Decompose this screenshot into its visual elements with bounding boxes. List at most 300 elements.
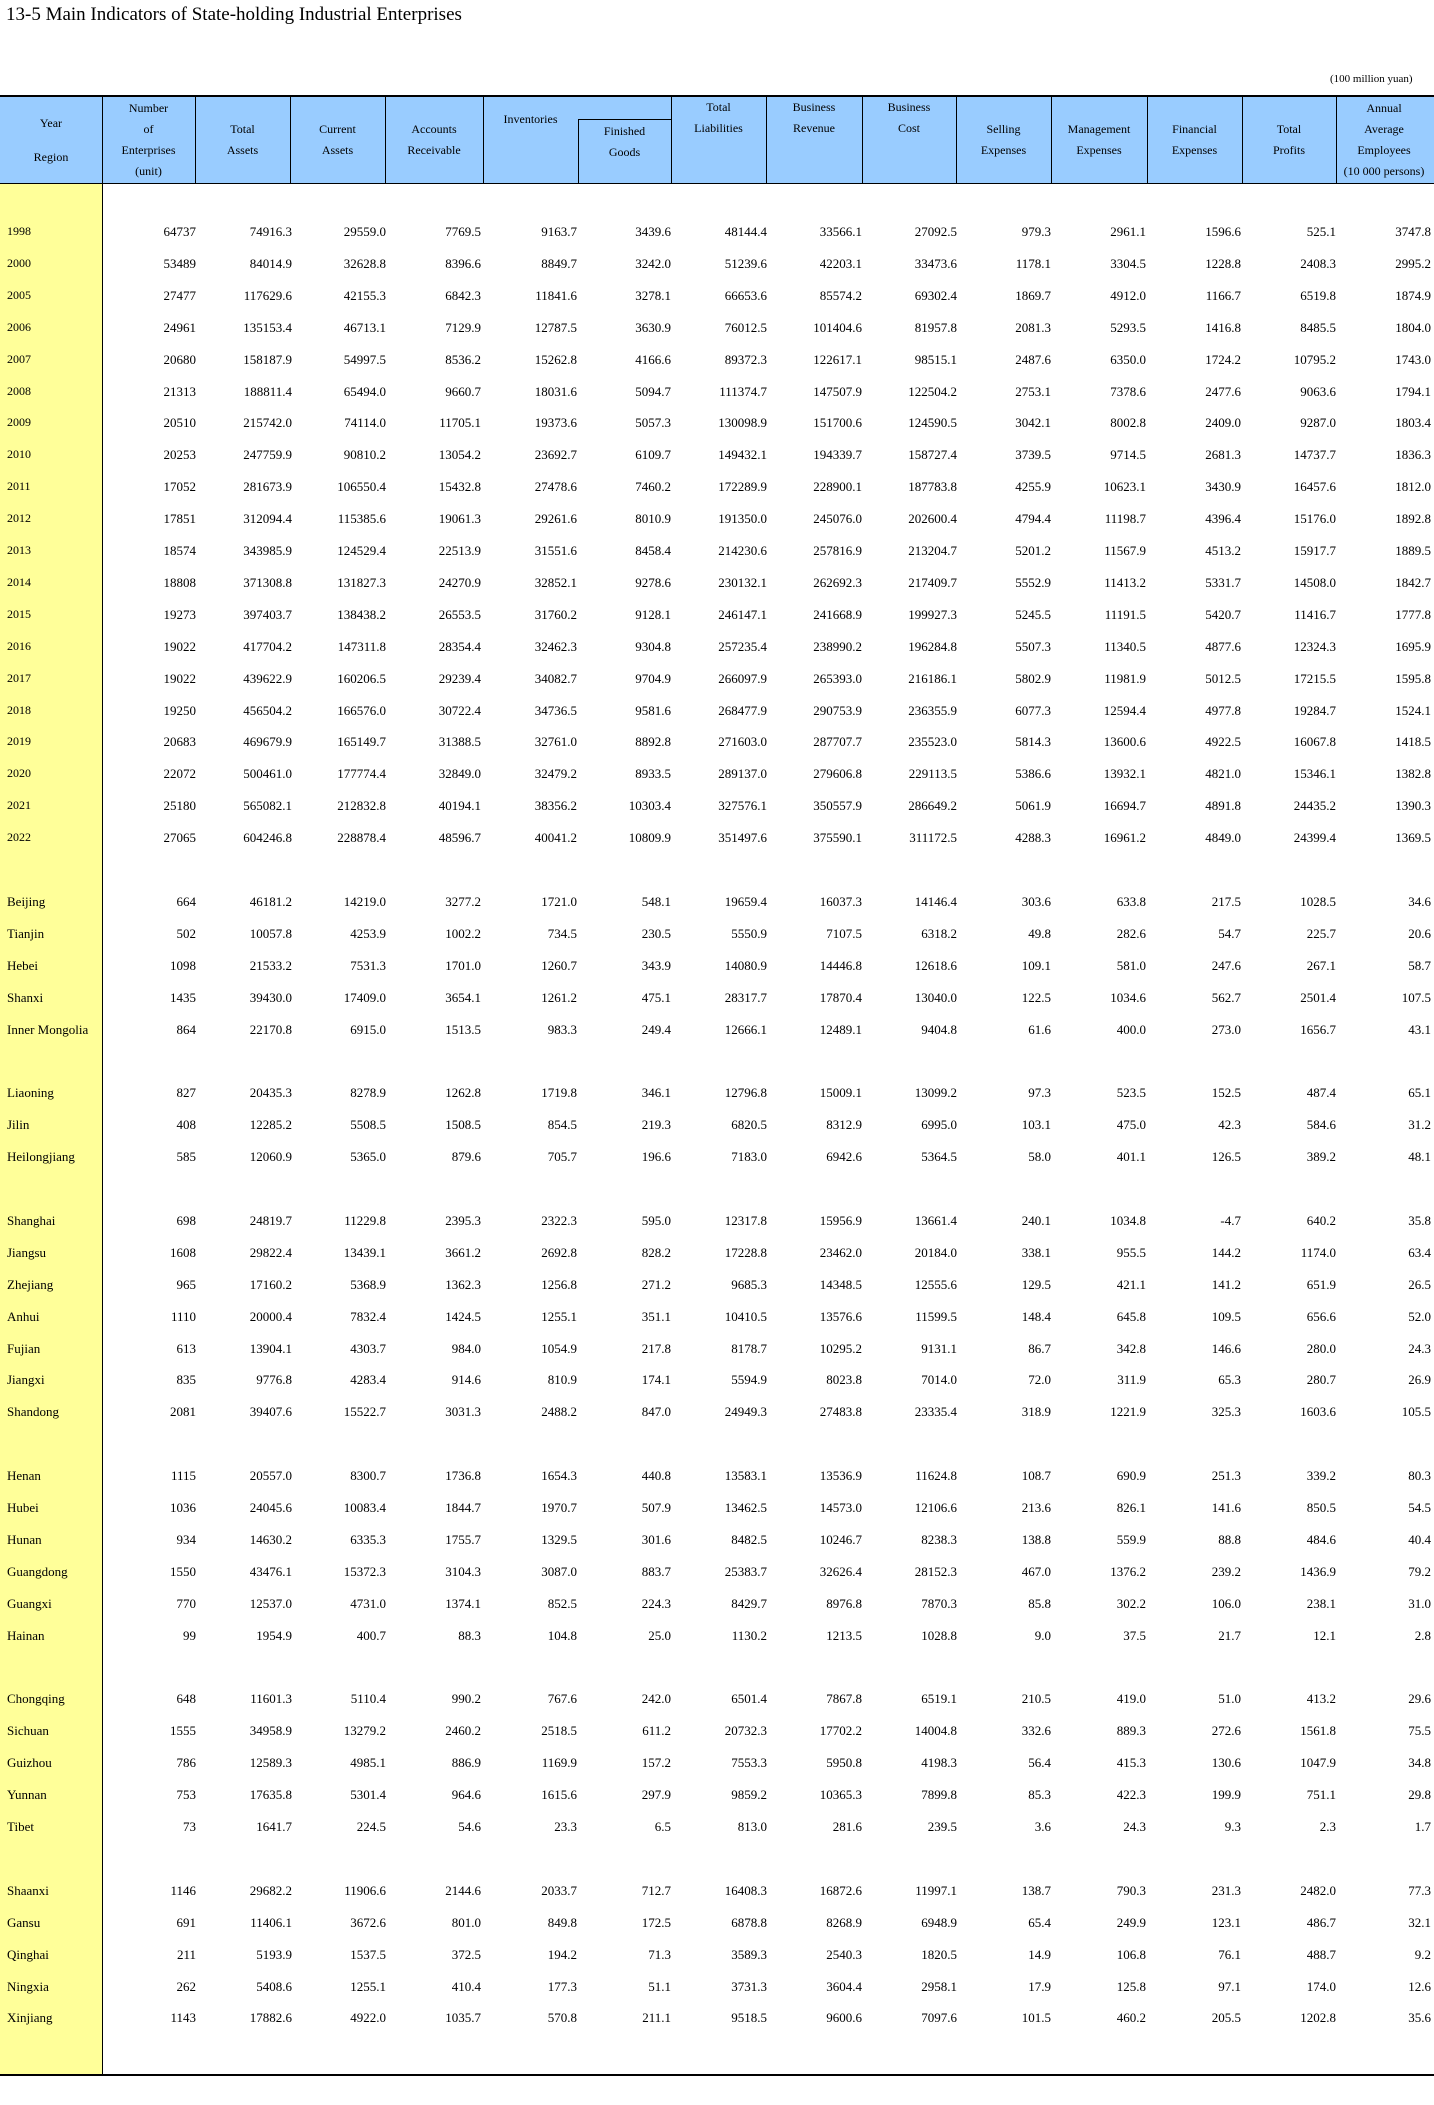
column-header-line: Financial	[1172, 121, 1217, 136]
cell-finished-goods: 9304.8	[635, 638, 671, 654]
cell-total-assets: 1641.7	[256, 1819, 292, 1834]
cell-business-cost: 216186.1	[908, 670, 957, 686]
cell-enterprises: 53489	[163, 255, 196, 271]
cell-selling-expenses: 9.0	[1034, 1627, 1051, 1643]
cell-management-expenses: 11191.5	[1104, 606, 1146, 622]
cell-inventories: 12787.5	[534, 319, 577, 335]
cell-total-assets: 215742.0	[243, 415, 292, 431]
cell-total-assets: 12060.9	[249, 1149, 292, 1165]
cell-selling-expenses: 138.8	[1021, 1531, 1051, 1547]
region-row	[0, 1971, 1434, 2003]
cell-business-revenue: 241668.9	[813, 606, 862, 622]
cell-employees: 1418.5	[1395, 734, 1431, 750]
region-row	[0, 1524, 1434, 1556]
cell-financial-expenses: 2681.3	[1205, 447, 1241, 463]
cell-finished-goods: 3278.1	[635, 287, 671, 303]
cell-finished-goods: 7460.2	[635, 479, 671, 495]
column-header-text	[1068, 119, 1131, 161]
cell-finished-goods: 8892.8	[635, 734, 671, 750]
cell-business-cost: 9131.1	[921, 1340, 957, 1356]
cell-total-profits: 9287.0	[1300, 415, 1336, 431]
cell-total-assets: 117629.6	[243, 287, 292, 303]
cell-inventories: 23.3	[554, 1819, 577, 1834]
cell-enterprises: 1098	[170, 957, 196, 973]
cell-total-profits: 12324.3	[1293, 638, 1336, 654]
cell-accounts-receivable: 28354.4	[438, 638, 481, 654]
cell-management-expenses: 523.5	[1116, 1085, 1146, 1101]
cell-financial-expenses: 272.6	[1211, 1723, 1241, 1739]
cell-inventories: 854.5	[547, 1117, 577, 1133]
cell-total-liabilities: 12317.8	[724, 1212, 767, 1228]
header-column-divider	[1051, 95, 1052, 184]
cell-management-expenses: 37.5	[1123, 1627, 1146, 1643]
cell-business-cost: 1028.8	[921, 1627, 957, 1643]
cell-current-assets: 115385.6	[337, 511, 386, 527]
cell-inventories: 18031.6	[534, 383, 577, 399]
cell-business-revenue: 15009.1	[819, 1085, 862, 1101]
region-label: Shanghai	[7, 1212, 56, 1228]
cell-total-assets: 24819.7	[249, 1212, 292, 1228]
cell-enterprises: 753	[176, 1787, 196, 1803]
region-row	[0, 1333, 1434, 1365]
cell-management-expenses: 790.3	[1116, 1882, 1146, 1898]
cell-accounts-receivable: 1002.2	[445, 925, 481, 941]
cell-enterprises: 2081	[170, 1404, 196, 1420]
cell-current-assets: 8278.9	[350, 1085, 386, 1101]
cell-financial-expenses: 54.7	[1218, 925, 1241, 941]
cell-financial-expenses: 4977.8	[1205, 702, 1241, 718]
cell-finished-goods: 4166.6	[635, 351, 671, 367]
cell-accounts-receivable: 3654.1	[445, 989, 481, 1005]
column-header-text	[504, 95, 558, 130]
cell-business-cost: 5364.5	[921, 1149, 957, 1165]
region-label: Guangdong	[7, 1563, 68, 1579]
cell-accounts-receivable: 3661.2	[445, 1244, 481, 1260]
cell-current-assets: 5110.4	[350, 1691, 386, 1707]
cell-management-expenses: 282.6	[1116, 925, 1146, 941]
cell-business-cost: 311172.5	[909, 830, 957, 846]
column-header-line: (10 000 persons)	[1343, 163, 1425, 178]
cell-employees: 1524.1	[1395, 702, 1431, 718]
cell-total-assets: 1954.9	[256, 1627, 292, 1643]
cell-business-cost: 235523.0	[908, 734, 957, 750]
region-label: Tibet	[7, 1819, 34, 1834]
cell-total-profits: 584.6	[1306, 1117, 1336, 1133]
cell-total-liabilities: 28317.7	[724, 989, 767, 1005]
cell-business-cost: 23335.4	[914, 1404, 957, 1420]
cell-total-assets: 281673.9	[243, 479, 292, 495]
cell-management-expenses: 11567.9	[1104, 543, 1146, 558]
cell-total-profits: 651.9	[1306, 1276, 1336, 1292]
cell-accounts-receivable: 48596.7	[438, 830, 481, 846]
cell-financial-expenses: 5420.7	[1205, 606, 1241, 622]
cell-finished-goods: 343.9	[641, 957, 671, 973]
year-label: 2006	[7, 319, 31, 334]
cell-management-expenses: 419.0	[1116, 1691, 1146, 1707]
cell-business-revenue: 101404.6	[813, 319, 862, 335]
cell-business-revenue: 10365.3	[819, 1787, 862, 1803]
cell-total-assets: 5408.6	[256, 1978, 292, 1994]
cell-business-cost: 20184.0	[914, 1244, 957, 1260]
cell-inventories: 11841.6	[535, 287, 577, 303]
cell-finished-goods: 301.6	[641, 1531, 671, 1547]
region-row	[0, 1492, 1434, 1524]
cell-selling-expenses: 148.4	[1021, 1308, 1051, 1324]
cell-total-assets: 397403.7	[243, 606, 292, 622]
cell-total-liabilities: 7553.3	[731, 1755, 767, 1771]
cell-total-liabilities: 8429.7	[731, 1595, 767, 1611]
region-label: Shaanxi	[7, 1882, 49, 1898]
cell-finished-goods: 174.1	[641, 1372, 671, 1388]
cell-inventories: 31551.6	[534, 543, 577, 558]
cell-employees: 107.5	[1401, 989, 1431, 1005]
cell-employees: 3747.8	[1395, 224, 1431, 239]
cell-accounts-receivable: 6842.3	[445, 287, 481, 303]
year-row	[0, 567, 1434, 599]
region-row	[0, 2002, 1434, 2034]
cell-total-profits: 656.6	[1306, 1308, 1336, 1324]
cell-business-cost: 12555.6	[914, 1276, 957, 1292]
cell-current-assets: 29559.0	[343, 224, 386, 239]
region-row	[0, 1014, 1434, 1046]
cell-accounts-receivable: 13054.2	[438, 447, 481, 463]
column-header-line: Profits	[1272, 142, 1305, 157]
cell-total-liabilities: 172289.9	[718, 479, 767, 495]
cell-business-cost: 7014.0	[921, 1372, 957, 1388]
cell-employees: 1.7	[1414, 1819, 1431, 1834]
cell-total-assets: 565082.1	[243, 798, 292, 814]
cell-inventories: 34736.5	[534, 702, 577, 718]
cell-enterprises: 691	[176, 1914, 196, 1930]
cell-current-assets: 46713.1	[343, 319, 386, 335]
header-column-divider	[1147, 95, 1148, 184]
cell-management-expenses: 4912.0	[1110, 287, 1146, 303]
cell-total-assets: 604246.8	[243, 830, 292, 846]
cell-selling-expenses: 129.5	[1021, 1276, 1051, 1292]
cell-total-profits: 15176.0	[1293, 511, 1336, 527]
cell-accounts-receivable: 1508.5	[445, 1117, 481, 1133]
column-header-line: Finished	[603, 124, 646, 138]
region-label: Chongqing	[7, 1691, 65, 1707]
region-label: Henan	[7, 1468, 41, 1484]
cell-inventories: 8849.7	[541, 255, 577, 271]
cell-total-liabilities: 16408.3	[724, 1882, 767, 1898]
cell-selling-expenses: 5802.9	[1015, 670, 1051, 686]
year-label: 2009	[7, 415, 31, 430]
cell-current-assets: 212832.8	[337, 798, 386, 814]
cell-inventories: 2488.2	[541, 1404, 577, 1420]
column-header-management-expenses	[1051, 95, 1147, 184]
cell-business-cost: 236355.9	[908, 702, 957, 718]
column-header-text	[227, 119, 258, 161]
cell-accounts-receivable: 88.3	[458, 1627, 481, 1643]
cell-employees: 1382.8	[1395, 766, 1431, 782]
cell-total-profits: 6519.8	[1300, 287, 1336, 303]
cell-total-liabilities: 327576.1	[718, 798, 767, 814]
cell-total-assets: 39407.6	[249, 1404, 292, 1420]
column-header-total-assets	[195, 95, 290, 184]
cell-business-revenue: 245076.0	[813, 511, 862, 527]
cell-total-assets: 11406.1	[250, 1914, 292, 1930]
cell-enterprises: 1110	[170, 1308, 196, 1324]
cell-enterprises: 965	[176, 1276, 196, 1292]
cell-total-liabilities: 813.0	[737, 1819, 767, 1834]
cell-accounts-receivable: 1513.5	[445, 1021, 481, 1037]
cell-financial-expenses: 1416.8	[1205, 319, 1241, 335]
cell-financial-expenses: 5331.7	[1205, 574, 1241, 590]
cell-total-assets: 11601.3	[250, 1691, 292, 1707]
cell-selling-expenses: 61.6	[1028, 1021, 1051, 1037]
cell-total-liabilities: 266097.9	[718, 670, 767, 686]
cell-selling-expenses: 467.0	[1021, 1563, 1051, 1579]
cell-current-assets: 160206.5	[337, 670, 386, 686]
cell-business-revenue: 375590.1	[813, 830, 862, 846]
cell-business-cost: 11624.8	[915, 1468, 957, 1484]
cell-total-assets: 469679.9	[243, 734, 292, 750]
year-row	[0, 471, 1434, 503]
year-row	[0, 439, 1434, 471]
column-header-text	[694, 95, 743, 139]
column-header-line: Management	[1067, 121, 1131, 136]
region-label: Guizhou	[7, 1755, 52, 1771]
column-header-text	[888, 95, 931, 139]
cell-business-revenue: 27483.8	[819, 1404, 862, 1420]
cell-selling-expenses: 4794.4	[1015, 511, 1051, 527]
cell-management-expenses: 24.3	[1123, 1819, 1146, 1834]
cell-business-revenue: 6942.6	[826, 1149, 862, 1165]
cell-finished-goods: 3630.9	[635, 319, 671, 335]
cell-finished-goods: 219.3	[641, 1117, 671, 1133]
cell-accounts-receivable: 879.6	[451, 1149, 481, 1165]
cell-total-assets: 12589.3	[249, 1755, 292, 1771]
cell-total-liabilities: 7183.0	[731, 1149, 767, 1165]
cell-total-profits: 10795.2	[1293, 351, 1336, 367]
cell-management-expenses: 11340.5	[1104, 638, 1146, 654]
cell-management-expenses: 311.9	[1117, 1372, 1146, 1388]
column-header-line: Expenses	[1171, 142, 1218, 157]
cell-business-revenue: 16872.6	[819, 1882, 862, 1898]
cell-total-assets: 84014.9	[249, 255, 292, 271]
cell-business-cost: 12618.6	[914, 957, 957, 973]
cell-accounts-receivable: 1262.8	[445, 1085, 481, 1101]
cell-inventories: 1719.8	[541, 1085, 577, 1101]
cell-business-cost: 158727.4	[908, 447, 957, 463]
cell-inventories: 3087.0	[541, 1563, 577, 1579]
year-label: 2011	[7, 479, 31, 494]
cell-total-profits: 1603.6	[1300, 1404, 1336, 1420]
column-header-financial-expenses	[1147, 95, 1242, 184]
cell-business-revenue: 8976.8	[826, 1595, 862, 1611]
header-column-divider	[671, 95, 672, 184]
cell-accounts-receivable: 32849.0	[438, 766, 481, 782]
column-header-line: Average	[1364, 121, 1404, 136]
cell-enterprises: 19022	[163, 638, 196, 654]
cell-total-assets: 17882.6	[249, 2010, 292, 2026]
bottom-rule	[0, 2074, 1434, 2076]
column-header-text	[1172, 119, 1217, 161]
cell-employees: 1695.9	[1395, 638, 1431, 654]
cell-accounts-receivable: 40194.1	[438, 798, 481, 814]
cell-business-revenue: 151700.6	[813, 415, 862, 431]
cell-employees: 26.5	[1408, 1276, 1431, 1292]
cell-total-profits: 486.7	[1306, 1914, 1336, 1930]
cell-enterprises: 1435	[170, 989, 196, 1005]
cell-total-profits: 24399.4	[1293, 830, 1336, 846]
cell-business-revenue: 12489.1	[819, 1021, 862, 1037]
cell-finished-goods: 6109.7	[635, 447, 671, 463]
cell-employees: 1595.8	[1395, 670, 1431, 686]
cell-current-assets: 3672.6	[350, 1914, 386, 1930]
cell-business-cost: 122504.2	[908, 383, 957, 399]
cell-total-liabilities: 6878.8	[731, 1914, 767, 1930]
cell-management-expenses: 16694.7	[1103, 798, 1146, 814]
cell-enterprises: 19250	[163, 702, 196, 718]
cell-financial-expenses: 4396.4	[1205, 511, 1241, 527]
cell-financial-expenses: 42.3	[1218, 1117, 1241, 1133]
cell-finished-goods: 5094.7	[635, 383, 671, 399]
cell-accounts-receivable: 984.0	[451, 1340, 481, 1356]
cell-finished-goods: 224.3	[641, 1595, 671, 1611]
column-header-line: Expenses	[1076, 142, 1122, 157]
cell-selling-expenses: 1178.1	[1015, 255, 1051, 271]
region-row	[0, 1779, 1434, 1811]
cell-enterprises: 64737	[163, 224, 196, 239]
region-label: Anhui	[7, 1308, 40, 1324]
cell-employees: 12.6	[1408, 1978, 1431, 1994]
cell-selling-expenses: 318.9	[1021, 1404, 1051, 1420]
cell-enterprises: 698	[176, 1212, 196, 1228]
cell-total-assets: 439622.9	[243, 670, 292, 686]
cell-inventories: 23692.7	[534, 447, 577, 463]
cell-business-cost: 7870.3	[921, 1595, 957, 1611]
cell-current-assets: 1537.5	[350, 1946, 386, 1962]
cell-inventories: 9163.7	[541, 224, 577, 239]
cell-inventories: 104.8	[547, 1627, 577, 1643]
cell-total-profits: 238.1	[1306, 1595, 1336, 1611]
cell-business-cost: 1820.5	[921, 1946, 957, 1962]
cell-current-assets: 1255.1	[350, 1978, 386, 1994]
cell-financial-expenses: -4.7	[1220, 1212, 1241, 1228]
cell-total-profits: 488.7	[1306, 1946, 1336, 1962]
region-label: Xinjiang	[7, 2010, 53, 2026]
cell-finished-goods: 9128.1	[635, 606, 671, 622]
region-row	[0, 1364, 1434, 1396]
cell-inventories: 32761.0	[534, 734, 577, 750]
column-header-line: Assets	[321, 142, 354, 157]
cell-accounts-receivable: 26553.5	[438, 606, 481, 622]
cell-total-profits: 2501.4	[1300, 989, 1336, 1005]
cell-selling-expenses: 2753.1	[1015, 383, 1051, 399]
column-header-line: Total	[230, 121, 255, 136]
cell-accounts-receivable: 30722.4	[438, 702, 481, 718]
cell-enterprises: 786	[176, 1755, 196, 1771]
cell-total-liabilities: 17228.8	[724, 1244, 767, 1260]
cell-finished-goods: 9704.9	[635, 670, 671, 686]
cell-total-profits: 2.3	[1319, 1819, 1336, 1834]
year-row	[0, 376, 1434, 408]
cell-business-cost: 13099.2	[914, 1085, 957, 1101]
cell-enterprises: 585	[176, 1149, 196, 1165]
column-header-enterprises	[102, 95, 195, 184]
cell-employees: 43.1	[1408, 1021, 1431, 1037]
cell-business-revenue: 8268.9	[826, 1914, 862, 1930]
cell-financial-expenses: 251.3	[1211, 1468, 1241, 1484]
column-header-line: Employees	[1357, 142, 1411, 157]
cell-total-liabilities: 130098.9	[718, 415, 767, 431]
cell-enterprises: 770	[176, 1595, 196, 1611]
cell-employees: 65.1	[1408, 1085, 1431, 1101]
cell-total-profits: 9063.6	[1300, 383, 1336, 399]
cell-total-liabilities: 13462.5	[724, 1500, 767, 1515]
region-row	[0, 1747, 1434, 1779]
column-header-line: Business	[792, 100, 836, 114]
cell-enterprises: 27477	[163, 287, 196, 303]
cell-financial-expenses: 109.5	[1211, 1308, 1241, 1324]
cell-total-profits: 12.1	[1313, 1627, 1336, 1643]
cell-enterprises: 1555	[170, 1723, 196, 1739]
cell-selling-expenses: 58.0	[1028, 1149, 1051, 1165]
cell-enterprises: 25180	[163, 798, 196, 814]
cell-management-expenses: 889.3	[1116, 1723, 1146, 1739]
cell-current-assets: 131827.3	[337, 574, 386, 590]
cell-employees: 54.5	[1408, 1500, 1431, 1515]
cell-total-liabilities: 6820.5	[731, 1117, 767, 1133]
cell-enterprises: 19022	[163, 670, 196, 686]
region-label: Gansu	[7, 1914, 41, 1930]
cell-selling-expenses: 103.1	[1021, 1117, 1051, 1133]
cell-employees: 26.9	[1408, 1372, 1431, 1388]
column-header-text	[122, 98, 176, 182]
cell-accounts-receivable: 9660.7	[445, 383, 481, 399]
cell-employees: 2.8	[1414, 1627, 1431, 1643]
cell-total-assets: 29682.2	[249, 1882, 292, 1898]
region-label: Yunnan	[7, 1787, 47, 1803]
cell-enterprises: 73	[183, 1819, 196, 1834]
cell-finished-goods: 10303.4	[628, 798, 671, 814]
cell-employees: 24.3	[1408, 1340, 1431, 1356]
cell-management-expenses: 1221.9	[1110, 1404, 1146, 1420]
cell-finished-goods: 71.3	[648, 1946, 671, 1962]
region-row	[0, 1109, 1434, 1141]
year-row	[0, 407, 1434, 439]
cell-current-assets: 13439.1	[343, 1244, 386, 1260]
column-header-line: Accounts	[411, 121, 457, 136]
year-row	[0, 248, 1434, 280]
cell-total-assets: 24045.6	[249, 1500, 292, 1515]
cell-management-expenses: 422.3	[1116, 1787, 1146, 1803]
cell-business-revenue: 287707.7	[813, 734, 862, 750]
cell-accounts-receivable: 24270.9	[438, 574, 481, 590]
cell-management-expenses: 475.0	[1116, 1117, 1146, 1133]
cell-accounts-receivable: 2144.6	[445, 1882, 481, 1898]
cell-financial-expenses: 231.3	[1211, 1882, 1241, 1898]
cell-management-expenses: 302.2	[1116, 1595, 1146, 1611]
cell-selling-expenses: 2081.3	[1015, 319, 1051, 335]
cell-business-revenue: 3604.4	[826, 1978, 862, 1994]
cell-selling-expenses: 5507.3	[1015, 638, 1051, 654]
cell-enterprises: 18808	[163, 574, 196, 590]
region-label: Jilin	[7, 1117, 30, 1133]
header-column-divider	[385, 95, 386, 184]
cell-business-revenue: 7867.8	[826, 1691, 862, 1707]
region-header-label: Region	[33, 149, 69, 164]
cell-enterprises: 408	[176, 1117, 196, 1133]
cell-management-expenses: 7378.6	[1110, 383, 1146, 399]
cell-inventories: 1255.1	[541, 1308, 577, 1324]
cell-business-revenue: 257816.9	[813, 543, 862, 558]
cell-employees: 35.8	[1408, 1212, 1431, 1228]
cell-inventories: 1970.7	[541, 1500, 577, 1515]
